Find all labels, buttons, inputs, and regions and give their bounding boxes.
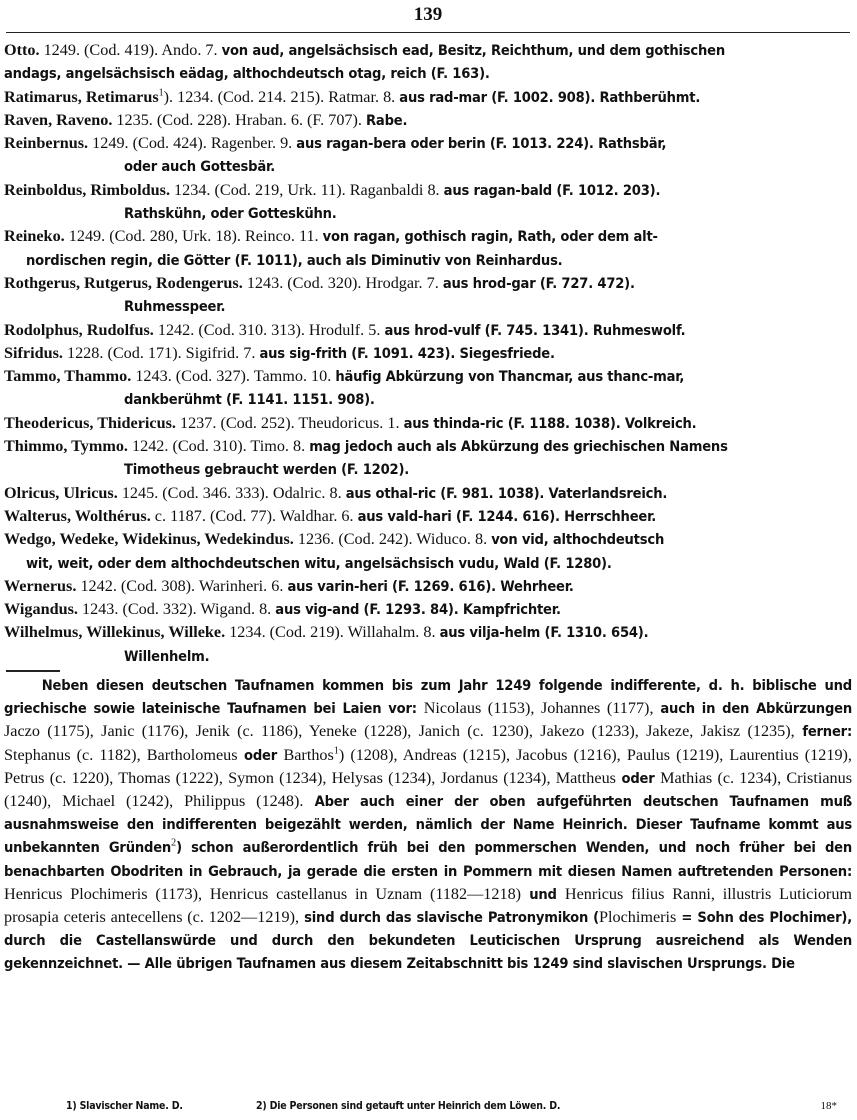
entry-etymology: von vid, althochdeutsch: [491, 531, 665, 549]
entry-etymology: aus thinda-ric (F. 1188. 1038). Volkreich.: [403, 414, 697, 432]
paragraph-text-10: = Sohn des Plochimer), durch die Castellanswürde und durch den bekundeten Leuticischen Ursprung ausreichend als Wenden gekennzeichnet. — Alle übrigen Taufnamen aus diesem Zeitabschnitt bis 1249 sind slavischen Ursprungs. Die: [4, 909, 853, 973]
entry-etymology: aus hrod-vulf (F. 745. 1341). Ruhmeswolf.: [384, 321, 686, 339]
entry-etymology: Rabe.: [366, 111, 408, 129]
name-entry: [4, 505, 852, 528]
paragraph-text-3: ferner:: [794, 723, 852, 741]
entry-latin-name: Thimmo, Tymmo.: [4, 437, 128, 456]
entry-etymology-continued: Timotheus gebraucht werden (F. 1202).: [124, 461, 410, 479]
name-entry: [4, 621, 852, 668]
paragraph-names-6: Mathias (c. 1234), Cristianus (1240), Michael (1242), Philippus (1248).: [4, 768, 852, 811]
entry-latin-name: Otto.: [4, 41, 40, 59]
page-number: 139: [413, 4, 443, 25]
entry-etymology-continued: nordischen regin, die Götter (F. 1011), auch als Diminutiv von Reinhardus.: [26, 251, 563, 269]
paragraph-names-9: Plochimeris: [599, 908, 677, 927]
entry-latin-name: Reineko.: [4, 227, 65, 246]
footnote-2: 2) Die Personen sind getauft unter Heinrich dem Löwen. D.: [256, 1100, 561, 1112]
entry-etymology-continued: Rathskühn, oder Gotteskühn.: [124, 205, 337, 223]
entry-etymology: aus rad-mar (F. 1002. 908). Rathberühmt.: [399, 88, 701, 106]
entry-etymology: aus hrod-gar (F. 727. 472).: [442, 274, 635, 292]
paragraph-names-4: Barthos: [283, 745, 334, 764]
entry-latin-name: Reinboldus, Rimboldus.: [4, 180, 170, 199]
paragraph-names-8: Henricus filius Ranni, illustris Luticiorum prosapia ceteris antecellens (c. 1202—1219),: [4, 884, 853, 927]
entry-etymology-continued: andags, angelsächsisch eädag, althochdeutsch otag, reich (F. 163).: [4, 65, 490, 83]
entry-source-text: 1234. (Cod. 219). Willahalm. 8.: [225, 623, 440, 642]
name-entry: [4, 342, 852, 365]
entry-etymology: aus ragan-bera oder berin (F. 1013. 224). Rathsbär,: [296, 135, 667, 153]
entry-source-text: 1235. (Cod. 228). Hraban. 6. (F. 707).: [112, 110, 366, 129]
entry-etymology: häufig Abkürzung von Thancmar, aus thanc-mar,: [335, 368, 685, 386]
footnotes: [66, 1099, 847, 1113]
entry-source-text: 1236. (Cod. 242). Widuco. 8.: [293, 530, 492, 549]
name-entry: [4, 225, 852, 272]
entry-etymology: von aud, angelsächsisch ead, Besitz, Reichthum, und dem gothischen: [221, 42, 725, 59]
footnote-ref-2: 2: [171, 838, 177, 850]
paragraph-text-5: oder: [615, 769, 661, 787]
entry-source-text: 1243. (Cod. 332). Wigand. 8.: [77, 600, 276, 619]
name-entry: [4, 598, 852, 621]
section-divider: [6, 670, 60, 672]
entry-source-text: 1245. (Cod. 346. 333). Odalric. 8.: [117, 483, 346, 502]
name-entry: [4, 39, 852, 86]
entry-latin-name: Rothgerus, Rutgerus, Rodengerus.: [4, 273, 243, 292]
paragraph-names-3: Stephanus (c. 1182), Bartholomeus: [4, 745, 238, 764]
entry-latin-name: Ratimarus, Retimarus: [4, 87, 159, 106]
name-entry: [4, 482, 852, 505]
entry-etymology: aus vilja-helm (F. 1310. 654).: [439, 624, 649, 642]
paragraph-names-2: Jaczo (1175), Janic (1176), Jenik (c. 1186), Yeneke (1228), Janich (c. 1230), Jakezo (1233), Jakeze, Jakisz (1235),: [4, 722, 795, 741]
footnote-ref-1: 1: [333, 745, 339, 757]
name-entry: [4, 109, 852, 132]
paragraph-text-1: Neben diesen deutschen Taufnamen kommen bis zum Jahr 1249 folgende indifferente, d. h. biblische und griechische sowie lateinische Taufnamen bei Laien vor:: [4, 677, 852, 718]
entry-etymology: aus varin-heri (F. 1269. 616). Wehrheer.: [287, 577, 574, 595]
paragraph-names-1: Nicolaus (1153), Johannes (1177),: [423, 699, 654, 718]
entry-etymology: aus sig-frith (F. 1091. 423). Siegesfriede.: [259, 344, 555, 362]
entry-source-text: ). 1234. (Cod. 214. 215). Ratmar. 8.: [163, 87, 400, 106]
name-entry: [4, 179, 852, 226]
entry-latin-name: Wilhelmus, Willekinus, Willeke.: [4, 623, 226, 642]
entry-source-text: 1228. (Cod. 171). Sigifrid. 7.: [62, 343, 260, 362]
paragraph-text-6: Aber auch einer der oben aufgeführten deutschen Taufnamen muß ausnahmsweise den indifferenten beigezählt werden, nämlich der Name Heinrich. Dieser Taufname kommt aus unbekannten Gründen: [4, 793, 852, 857]
entry-etymology-continued: dankberühmt (F. 1141. 1151. 908).: [124, 391, 375, 409]
entry-latin-name: Raven, Raveno.: [4, 110, 113, 129]
name-entry: [4, 319, 852, 342]
name-entry: [4, 86, 852, 109]
body-paragraph: [4, 674, 852, 976]
paragraph-text-9: sind durch das slavische Patronymikon (: [299, 909, 599, 927]
entry-source-text: 1234. (Cod. 219, Urk. 11). Raganbaldi 8.: [170, 180, 444, 199]
entry-etymology: mag jedoch auch als Abkürzung des griechischen Namens: [309, 438, 728, 456]
entry-source-text: 1242. (Cod. 310. 313). Hrodulf. 5.: [153, 320, 385, 339]
name-entry: [4, 575, 852, 598]
name-entry: [4, 365, 852, 412]
footnote-1: 1) Slavischer Name. D.: [66, 1100, 183, 1112]
name-entries-list: [4, 39, 852, 668]
entry-source-text: 1249. (Cod. 280, Urk. 18). Reinco. 11.: [64, 227, 323, 246]
entry-latin-name: Olricus, Ulricus.: [4, 483, 118, 502]
header-rule: [6, 32, 850, 33]
paragraph-names-5: ) (1208), Andreas (1215), Jacobus (1216), Paulus (1219), Laurentius (1219), Petrus (c. 1220), Thomas (1222), Symon (1234), Helysas (1234), Jordanus (1234), Mattheus: [4, 745, 852, 787]
name-entry: [4, 412, 852, 435]
entry-source-text: c. 1187. (Cod. 77). Waldhar. 6.: [150, 506, 358, 525]
entry-latin-name: Tammo, Thammo.: [4, 367, 132, 386]
name-entry: [4, 132, 852, 179]
entry-etymology: von ragan, gothisch ragin, Rath, oder dem alt-: [322, 228, 658, 246]
entry-latin-name: Walterus, Wolthérus.: [4, 506, 151, 525]
entry-etymology: aus ragan-bald (F. 1012. 203).: [443, 181, 661, 199]
entry-latin-name: Wedgo, Wedeke, Widekinus, Wedekindus.: [4, 530, 294, 549]
entry-etymology-continued: Willenhelm.: [124, 647, 210, 665]
paragraph-text-2: auch in den Abkürzungen: [653, 700, 852, 718]
entry-footnote-ref: 1: [158, 87, 164, 99]
entry-latin-name: Theodericus, Thidericus.: [4, 413, 176, 432]
entry-source-text: 1249. (Cod. 424). Ragenber. 9.: [88, 134, 297, 153]
entry-source-text: 1242. (Cod. 308). Warinheri. 6.: [76, 576, 288, 595]
paragraph-text-7: ) schon außerordentlich früh bei den pommerschen Wenden, und noch früher bei den benachbarten Obodriten in Gebrauch, ja gerade die ersten in Pommern mit diesen Namen auftretenden Personen:: [4, 839, 852, 880]
name-entry: [4, 435, 852, 482]
entry-latin-name: Wigandus.: [4, 600, 78, 619]
entry-source-text: 1249. (Cod. 419). Ando. 7.: [39, 41, 222, 59]
entry-etymology: aus othal-ric (F. 981. 1038). Vaterlandsreich.: [345, 484, 668, 502]
entry-etymology-continued: wit, weit, oder dem althochdeutschen witu, angelsächsisch vudu, Wald (F. 1280).: [26, 554, 612, 572]
entry-source-text: 1237. (Cod. 252). Theudoricus. 1.: [175, 413, 404, 432]
entry-etymology-continued: Ruhmesspeer.: [124, 298, 226, 316]
entry-latin-name: Sifridus.: [4, 343, 63, 362]
entry-etymology-continued: oder auch Gottesbär.: [124, 158, 275, 176]
entry-etymology: aus vald-hari (F. 1244. 616). Herrschheer.: [357, 507, 657, 525]
entry-latin-name: Rodolphus, Rudolfus.: [4, 320, 154, 339]
entry-source-text: 1243. (Cod. 327). Tammo. 10.: [131, 367, 336, 386]
entry-source-text: 1242. (Cod. 310). Timo. 8.: [127, 437, 310, 456]
paragraph-text-8: und: [521, 885, 565, 903]
entry-latin-name: Wernerus.: [4, 576, 77, 595]
name-entry: [4, 528, 852, 575]
signature-mark: 18*: [820, 1100, 837, 1112]
entry-latin-name: Reinbernus.: [4, 134, 89, 153]
name-entry: [4, 272, 852, 319]
entry-etymology: aus vig-and (F. 1293. 84). Kampfrichter.: [275, 601, 561, 619]
paragraph-names-7: Henricus Plochimeris (1173), Henricus castellanus in Uznam (1182—1218): [4, 884, 522, 903]
entry-source-text: 1243. (Cod. 320). Hrodgar. 7.: [242, 273, 443, 292]
paragraph-text-4: oder: [237, 746, 284, 764]
